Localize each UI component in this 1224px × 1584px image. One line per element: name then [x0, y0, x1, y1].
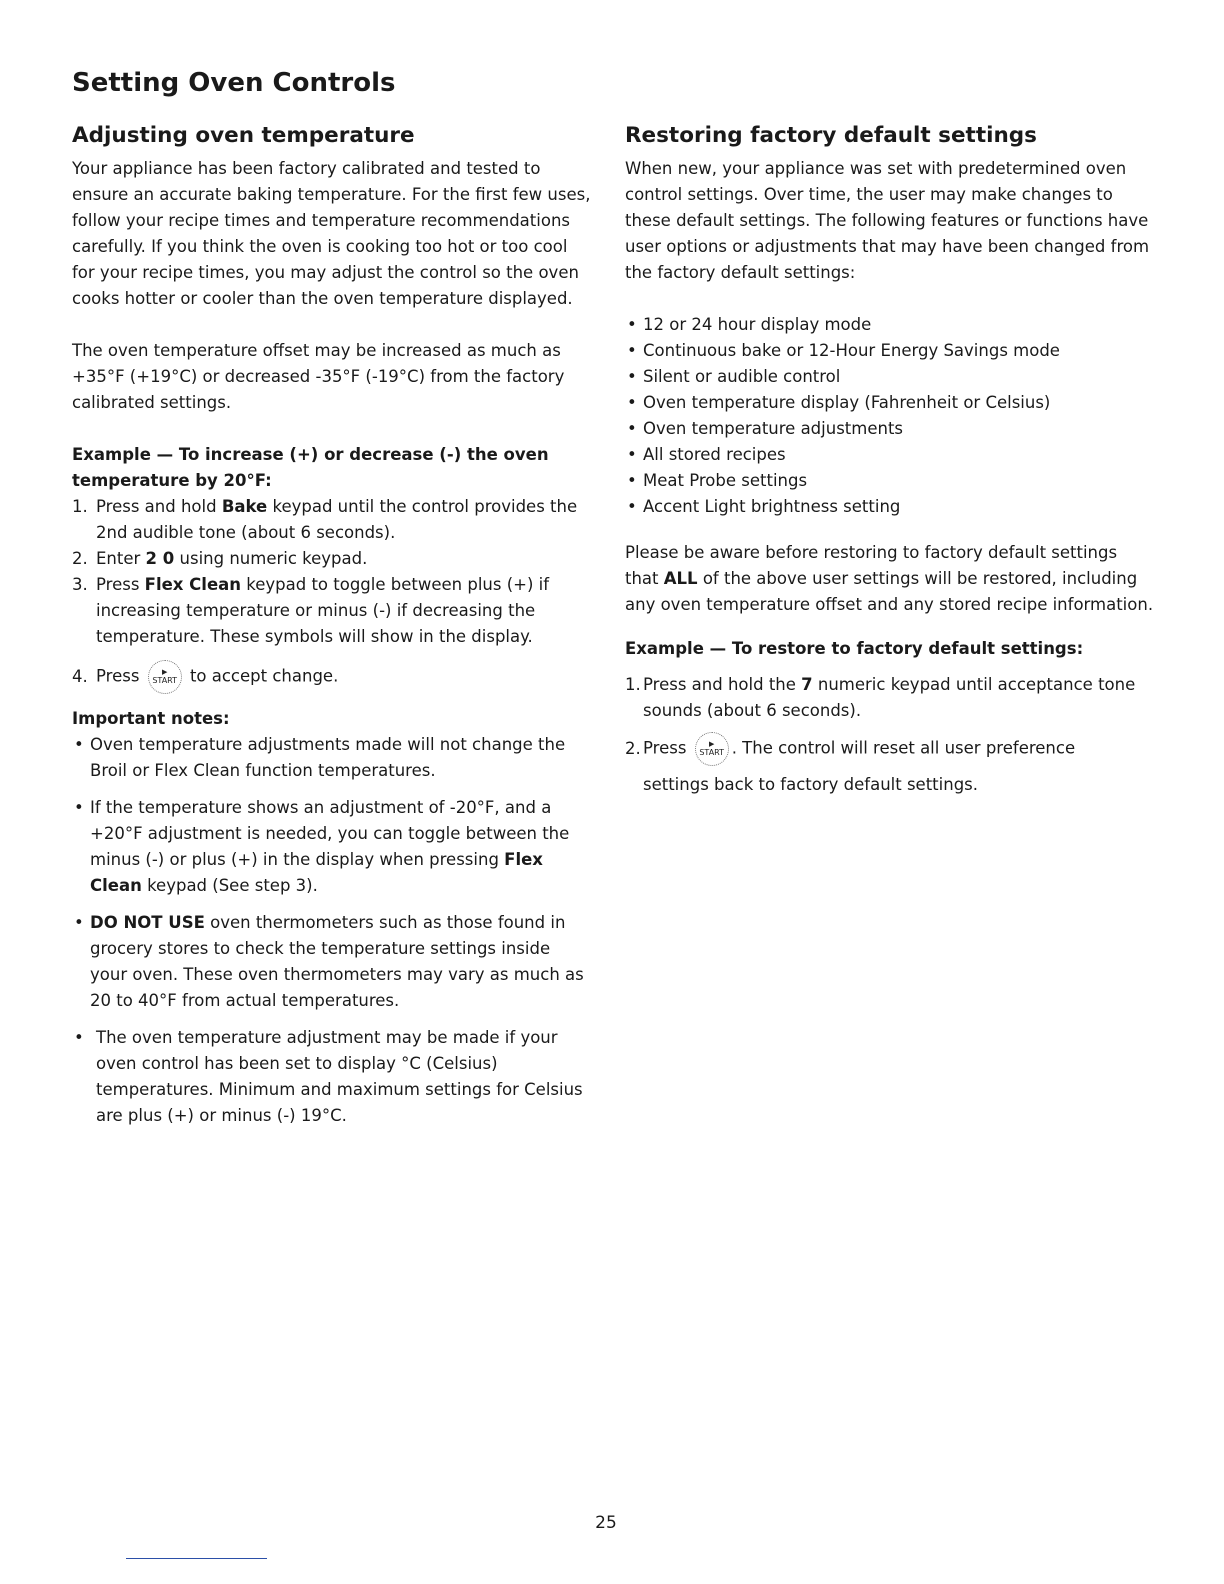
list-item [625, 672, 1155, 724]
adjust-steps-list [72, 494, 592, 694]
play-icon: ▶ [161, 668, 168, 677]
restore-steps-list [625, 672, 1155, 798]
restoring-defaults-heading: Restoring factory default settings [625, 123, 1037, 148]
list-item [72, 1025, 592, 1129]
start-label: START [699, 748, 725, 758]
list-item [72, 660, 592, 694]
list-item: • Accent Light brightness setting [625, 494, 1155, 520]
right-column [625, 122, 1155, 798]
restore-warning-paragraph [625, 540, 1155, 618]
example-restore-heading: Example — To restore to factory default settings: [625, 638, 1084, 658]
step-text: Press and hold [96, 496, 222, 516]
keypad-name: Flex Clean [90, 849, 543, 895]
step-number: 4. [72, 666, 88, 686]
step-text: to accept change. [189, 666, 339, 686]
features-list [625, 312, 1155, 520]
step-text: Press [96, 666, 140, 686]
step-text: keypad to toggle between plus (+) if increasing temperature or minus (-) if decreasing the temperature. These symbols will show in the display. [96, 574, 550, 646]
start-button-icon [695, 732, 729, 766]
step-text: Press and hold the [643, 674, 802, 694]
adjusting-temperature-heading: Adjusting oven temperature [72, 123, 415, 148]
defaults-paragraph: When new, your appliance was set with predetermined oven control settings. Over time, the user may make changes to these default settings. The following features or functions have user options or adjustments that may have been changed from the factory default settings: [625, 158, 1150, 282]
note-text: keypad (See step 3). [141, 875, 318, 895]
list-item: • Continuous bake or 12-Hour Energy Savings mode [625, 338, 1155, 364]
list-item [72, 910, 592, 1014]
note-text: The oven temperature adjustment may be made if your oven control has been set to display °C (Celsius) temperatures. Minimum and maximum settings for Celsius are plus (+) or minus (-) 19°C. [96, 1027, 583, 1125]
step-text: keypad until the control provides the 2nd audible tone (about 6 seconds). [96, 496, 578, 542]
list-item: • Oven temperature adjustments [625, 416, 1155, 442]
step-text: Press [643, 738, 687, 758]
note-text: oven thermometers such as those found in grocery stores to check the temperature settings inside your oven. These oven thermometers may vary as much as 20 to 40°F from actual temperatures. [90, 912, 584, 1010]
list-item [625, 732, 1155, 798]
start-button-icon [148, 660, 182, 694]
keypad-name: 2 0 [145, 548, 175, 568]
list-item: • Oven temperature display (Fahrenheit or Celsius) [625, 390, 1155, 416]
keypad-name: Bake [221, 496, 268, 516]
list-item: • Silent or audible control [625, 364, 1155, 390]
warning-text: DO NOT USE [90, 912, 205, 932]
list-item: • Meat Probe settings [625, 468, 1155, 494]
step-text: settings back to factory default settings. [643, 774, 979, 794]
step-number: 3. [72, 574, 88, 594]
list-item [72, 732, 592, 784]
step-text: Enter [96, 548, 146, 568]
list-item [72, 572, 592, 650]
paragraph-text: of the above user settings will be restored, including any oven temperature offset and any stored recipe information. [625, 568, 1154, 614]
list-item [72, 795, 592, 899]
step-number: 1. [72, 496, 88, 516]
important-notes-list [72, 732, 592, 1129]
step-text: using numeric keypad. [174, 548, 368, 568]
play-icon: ▶ [708, 740, 715, 749]
step-text: . The control will reset all user preference [731, 738, 1076, 758]
list-item [72, 494, 592, 546]
step-number: 1. [625, 674, 641, 694]
important-notes-heading: Important notes: [72, 708, 230, 728]
keypad-name: 7 [801, 674, 813, 694]
calibration-paragraph: Your appliance has been factory calibrated and tested to ensure an accurate baking temperature. For the first few uses, follow your recipe times and temperature recommendations carefully. If you think the oven is cooking too hot or too cool for your recipe times, you may adjust the control so the oven cooks hotter or cooler than the oven temperature displayed. [72, 158, 591, 308]
step-number: 2. [625, 738, 641, 758]
note-text: If the temperature shows an adjustment of -20°F, and a +20°F adjustment is needed, you can toggle between the minus (-) or plus (+) in the display when pressing [90, 797, 570, 869]
list-item [72, 546, 592, 572]
step-text: numeric keypad until acceptance tone sounds (about 6 seconds). [643, 674, 1136, 720]
start-label: START [152, 676, 178, 686]
keypad-name: Flex Clean [144, 574, 242, 594]
emphasis-text: ALL [663, 568, 698, 588]
step-number: 2. [72, 548, 88, 568]
list-item: • 12 or 24 hour display mode [625, 312, 1155, 338]
example-increase-heading: Example — To increase (+) or decrease (-) the oven temperature by 20°F: [72, 444, 549, 490]
list-item: • All stored recipes [625, 442, 1155, 468]
note-text: Oven temperature adjustments made will not change the Broil or Flex Clean function temperatures. [90, 734, 566, 780]
left-column [72, 122, 592, 1140]
step-text: Press [96, 574, 145, 594]
paragraph-text: Please be aware before restoring to factory default settings that [625, 542, 1118, 588]
page-title: Setting Oven Controls [72, 68, 396, 98]
offset-paragraph: The oven temperature offset may be increased as much as +35°F (+19°C) or decreased -35°F (-19°C) from the factory calibrated settings. [72, 340, 565, 412]
page-number: 25 [595, 1513, 617, 1533]
footer-divider [126, 1558, 267, 1559]
